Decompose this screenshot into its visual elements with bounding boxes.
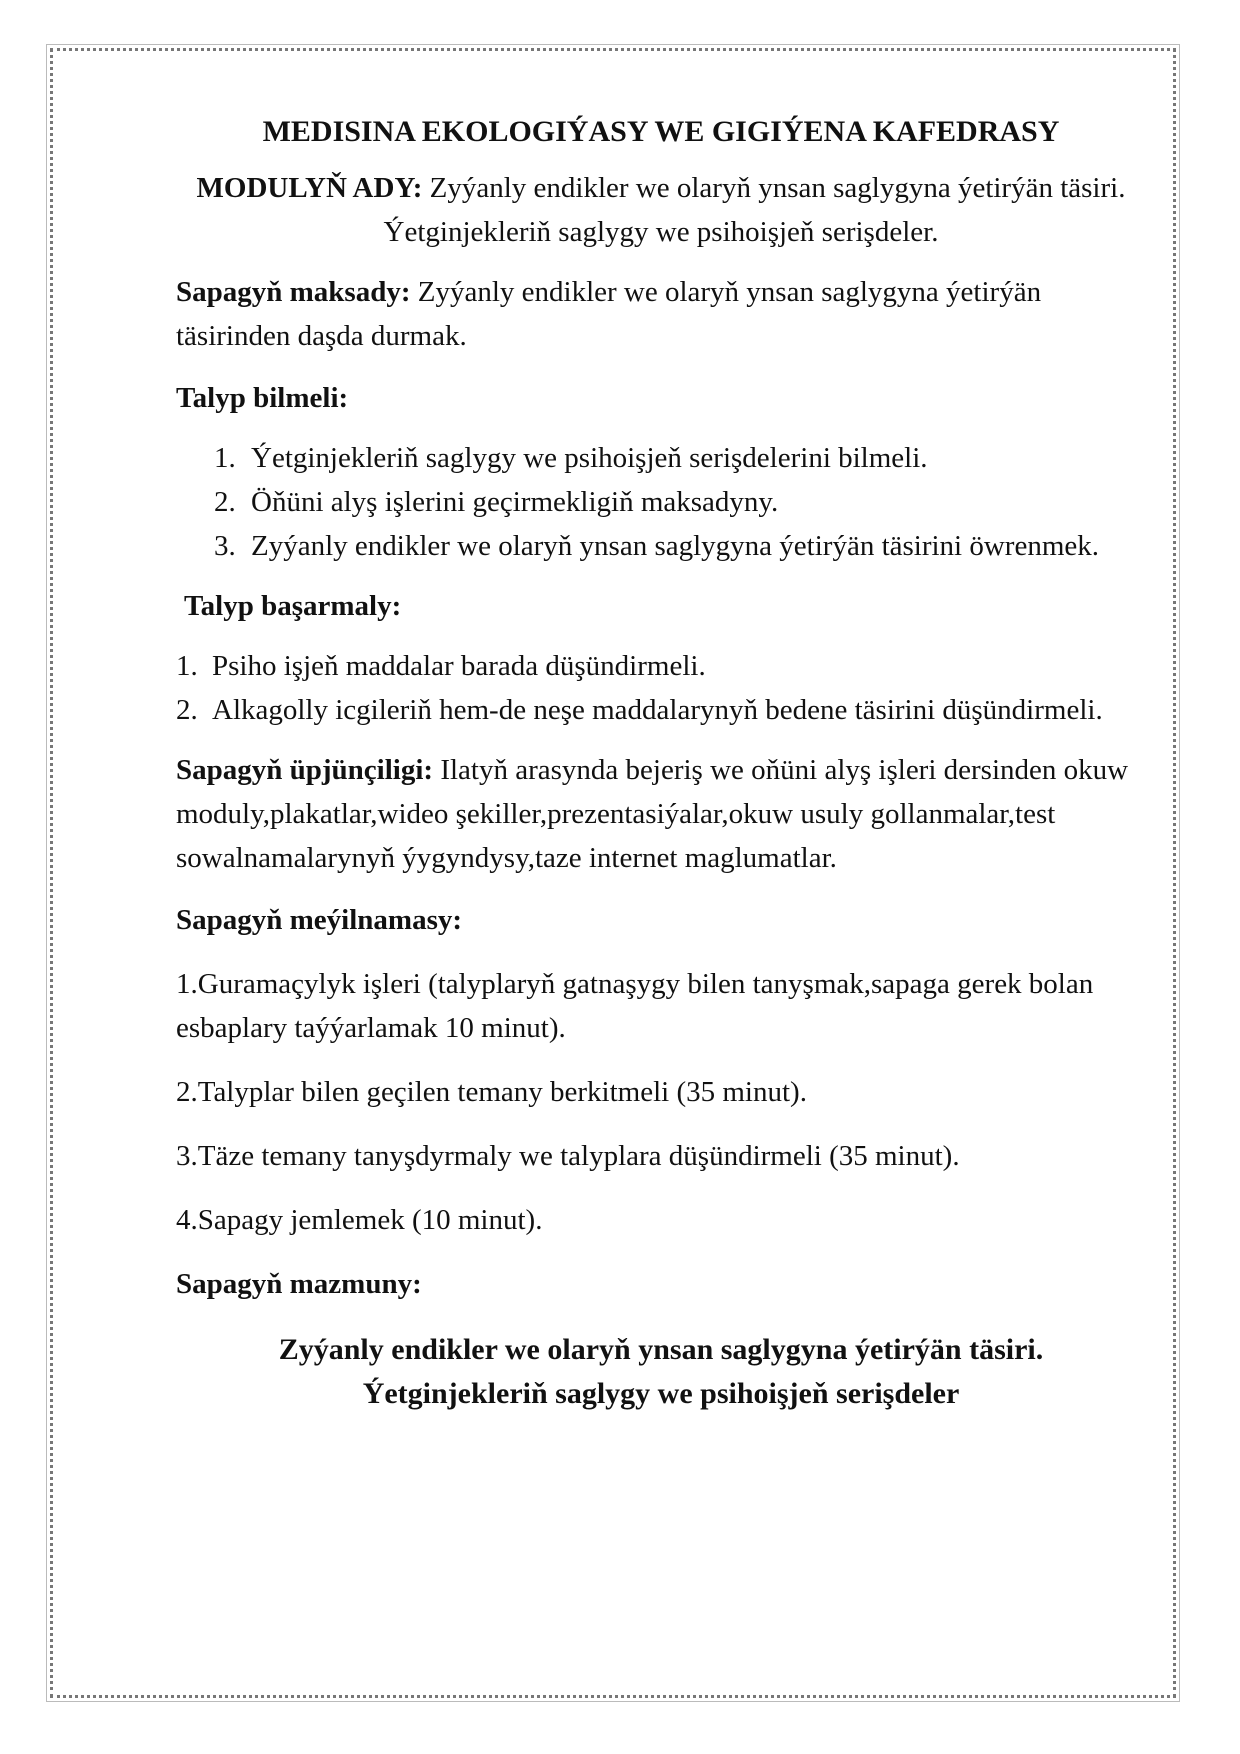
module-title: [176, 166, 1146, 254]
lesson-plan-heading: Sapagyň meýilnamasy:: [176, 904, 463, 936]
lesson-equipment: [176, 748, 1146, 880]
plan-item: 2.Talyplar bilen geçilen temany berkitmeli (35 minut).: [176, 1076, 807, 1108]
list-item-number: 3.: [214, 530, 236, 562]
list-item-text: Zyýanly endikler we olaryň ynsan saglygyna ýetirýän täsirini öwrenmek.: [251, 530, 1100, 562]
list-item-number: 1.: [176, 650, 198, 682]
list-item-text: Psiho işjeň maddalar barada düşündirmeli.: [212, 650, 706, 682]
module-label: MODULYŇ ADY:: [196, 172, 423, 204]
list-item: [176, 436, 1146, 480]
plan-item: 3.Täze temany tanyşdyrmaly we talyplara düşündirmeli (35 minut).: [176, 1140, 960, 1172]
student-knows-list: [176, 436, 1146, 568]
student-does-list: [176, 644, 1146, 732]
list-item: [176, 480, 1146, 524]
list-item: [176, 644, 1146, 688]
list-item: [176, 688, 1146, 732]
closing-title-line1: Zyýanly endikler we olaryň ynsan saglygyna ýetirýän täsiri.: [278, 1333, 1044, 1366]
list-item-number: 2.: [176, 694, 198, 726]
lesson-content-heading: Sapagyň mazmuny:: [176, 1268, 422, 1300]
plan-item: 4.Sapagy jemlemek (10 minut).: [176, 1204, 543, 1236]
student-does-heading: Talyp başarmaly:: [184, 590, 402, 622]
closing-title: [176, 1328, 1146, 1416]
goal-label: Sapagyň maksady:: [176, 276, 411, 308]
closing-title-line2: Ýetginjekleriň saglygy we psihoişjeň serişdeler: [362, 1377, 960, 1410]
lesson-goal: [176, 270, 1146, 358]
equipment-text: Ilatyň arasynda bejeriş we oňüni alyş işleri dersinden okuw moduly,plakatlar,wideo şekiller,prezentasiýalar,okuw usuly gollanmalar,test sowalnamalarynyň ýygyndysy,taze internet maglumatlar.: [176, 754, 1129, 874]
plan-item: 1.Guramaçylyk işleri (talyplaryň gatnaşygy bilen tanyşmak,sapaga gerek bolan esbaplary taýýarlamak 10 minut).: [176, 968, 1094, 1044]
list-item-text: Öňüni alyş işlerini geçirmekligiň maksadyny.: [251, 486, 779, 518]
goal-text: Zyýanly endikler we olaryň ynsan saglygyna ýetirýän täsirinden daşda durmak.: [176, 276, 1042, 352]
module-text: Zyýanly endikler we olaryň ynsan saglygyna ýetirýän täsiri. Ýetginjekleriň saglygy we psihoişjeň serişdeler.: [383, 172, 1126, 248]
equipment-label: Sapagyň üpjünçiligi:: [176, 754, 434, 786]
list-item-number: 1.: [214, 442, 236, 474]
list-item: [176, 524, 1146, 568]
list-item-number: 2.: [214, 486, 236, 518]
student-knows-heading: Talyp bilmeli:: [176, 382, 349, 414]
list-item-text: Alkagolly icgileriň hem-de neşe maddalarynyň bedene täsirini düşündirmeli.: [212, 694, 1103, 726]
document-body: [176, 110, 1146, 1416]
list-item-text: Ýetginjekleriň saglygy we psihoişjeň serişdelerini bilmeli.: [251, 442, 928, 474]
department-title: MEDISINA EKOLOGIÝASY WE GIGIÝENA KAFEDRASY: [262, 115, 1060, 148]
